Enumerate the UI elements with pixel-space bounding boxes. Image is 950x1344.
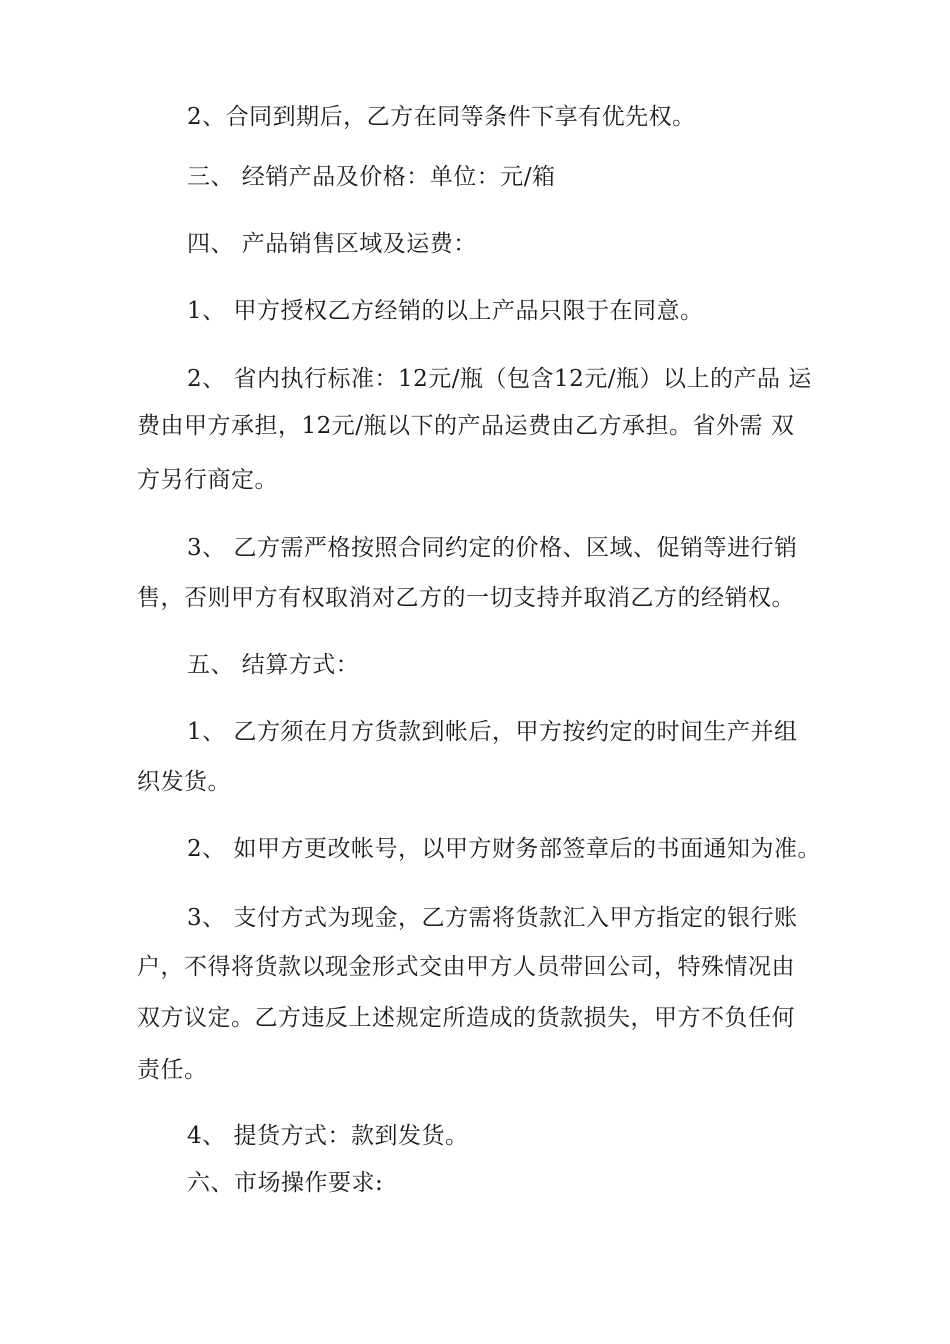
section-heading-6: 六、市场操作要求: — [187, 1170, 384, 1196]
paragraph-line: 3、 支付方式为现金，乙方需将货款汇入甲方指定的银行账 — [187, 905, 798, 931]
paragraph-line: 4、 提货方式：款到发货。 — [187, 1123, 469, 1149]
paragraph-line: 1、 乙方须在月方货款到帐后，甲方按约定的时间生产并组 — [187, 719, 798, 745]
paragraph-line: 3、 乙方需严格按照合同约定的价格、区域、促销等进行销 — [187, 535, 798, 561]
section-heading-5: 五、 结算方式： — [187, 652, 360, 678]
paragraph-line: 方另行商定。 — [137, 467, 278, 493]
paragraph-line: 2、 省内执行标准：12元/瓶（包含12元/瓶）以上的产品 运 — [187, 366, 812, 392]
paragraph-line: 双方议定。乙方违反上述规定所造成的货款损失，甲方不负任何 — [137, 1005, 795, 1031]
paragraph-line: 织发货。 — [137, 769, 231, 795]
paragraph-line: 2、 如甲方更改帐号，以甲方财务部签章后的书面通知为准。 — [187, 836, 821, 862]
paragraph-line: 户，不得将货款以现金形式交由甲方人员带回公司，特殊情况由 — [137, 954, 795, 980]
section-heading-3: 三、 经销产品及价格：单位：元/箱 — [187, 164, 556, 190]
paragraph-line: 责任。 — [137, 1057, 208, 1083]
paragraph-line: 2、合同到期后，乙方在同等条件下享有优先权。 — [187, 104, 696, 130]
section-heading-4: 四、 产品销售区域及运费： — [187, 231, 477, 257]
paragraph-line: 售，否则甲方有权取消对乙方的一切支持并取消乙方的经销权。 — [137, 585, 795, 611]
paragraph-line: 1、 甲方授权乙方经销的以上产品只限于在同意。 — [187, 298, 704, 324]
paragraph-line: 费由甲方承担，12元/瓶以下的产品运费由乙方承担。省外需 双 — [137, 413, 795, 439]
